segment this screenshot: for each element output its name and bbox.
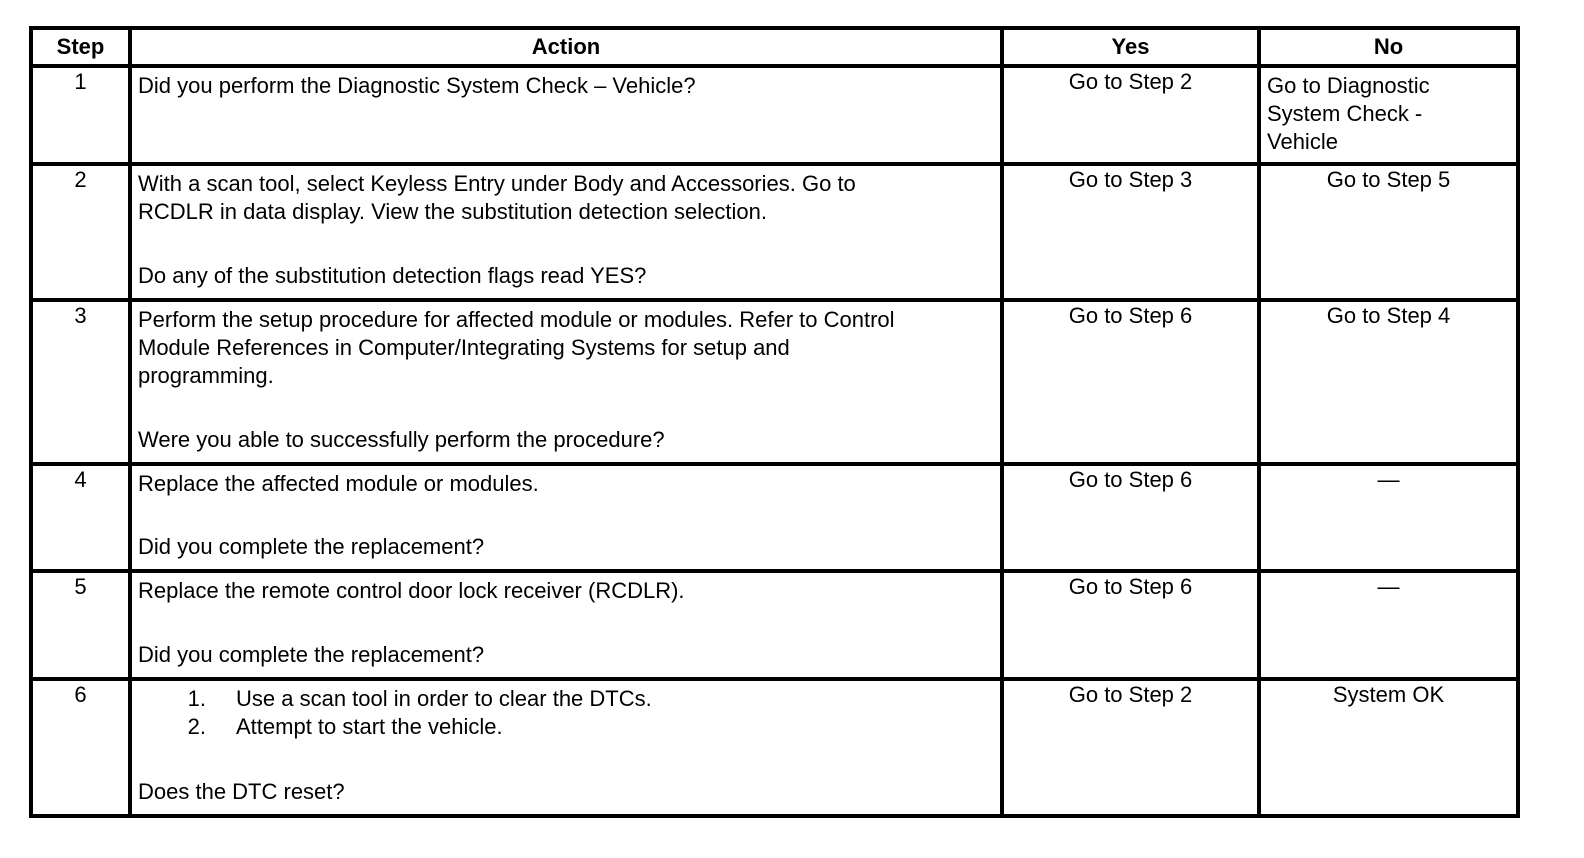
no-cell (1259, 571, 1518, 679)
header-row (31, 28, 1518, 66)
step-number: 2 (31, 164, 130, 300)
yes-value: Go to Step 6 (1068, 467, 1193, 492)
table-row (31, 679, 1518, 816)
table-row (31, 300, 1518, 464)
list-item-text: Use a scan tool in order to clear the DTCs. (236, 686, 652, 711)
step-number: 4 (31, 464, 130, 571)
header-no: No (1259, 28, 1518, 66)
no-value-line: Vehicle (1267, 129, 1338, 154)
no-value-line: System Check - (1267, 101, 1423, 126)
yes-cell (1002, 464, 1259, 571)
action-text: With a scan tool, select Keyless Entry under Body and Accessories. Go to (138, 171, 856, 196)
no-value: Go to Step 4 (1326, 303, 1451, 328)
header-step: Step (31, 28, 130, 66)
action-question: Does the DTC reset? (138, 779, 345, 804)
action-text: Did you perform the Diagnostic System Check – Vehicle? (138, 73, 696, 98)
step-number: 5 (31, 571, 130, 679)
action-question: Did you complete the replacement? (138, 642, 485, 667)
action-question: Did you complete the replacement? (138, 534, 485, 559)
action-cell (130, 571, 1002, 679)
table-row (31, 66, 1518, 164)
yes-value: Go to Step 3 (1068, 167, 1193, 192)
action-numbered-list (138, 685, 994, 741)
action-text: Perform the setup procedure for affected module or modules. Refer to Control (138, 307, 895, 332)
table-row (31, 464, 1518, 571)
table-row (31, 164, 1518, 300)
list-item-number: 2. (187, 714, 206, 739)
no-cell (1259, 66, 1518, 164)
no-cell (1259, 300, 1518, 464)
no-value: Go to Step 5 (1326, 167, 1451, 192)
no-value: System OK (1332, 682, 1445, 707)
action-cell (130, 464, 1002, 571)
no-cell (1259, 679, 1518, 816)
list-item (138, 713, 994, 741)
list-item-number: 1. (187, 686, 206, 711)
action-text: Replace the remote control door lock receiver (RCDLR). (138, 578, 685, 603)
header-yes: Yes (1002, 28, 1259, 66)
action-cell (130, 164, 1002, 300)
table-row (31, 571, 1518, 679)
action-question: Were you able to successfully perform the procedure? (138, 427, 665, 452)
yes-cell (1002, 300, 1259, 464)
no-dash: — (1377, 574, 1400, 599)
no-cell (1259, 164, 1518, 300)
yes-cell (1002, 66, 1259, 164)
action-text: RCDLR in data display. View the substitution detection selection. (138, 199, 767, 224)
yes-value: Go to Step 6 (1068, 574, 1193, 599)
action-question: Do any of the substitution detection flags read YES? (138, 263, 647, 288)
yes-cell (1002, 679, 1259, 816)
yes-value: Go to Step 2 (1068, 682, 1193, 707)
action-text: Replace the affected module or modules. (138, 471, 539, 496)
yes-cell (1002, 164, 1259, 300)
yes-cell (1002, 571, 1259, 679)
step-number: 3 (31, 300, 130, 464)
yes-value: Go to Step 6 (1068, 303, 1193, 328)
step-number: 1 (31, 66, 130, 164)
diagnostic-table (29, 26, 1520, 818)
step-number: 6 (31, 679, 130, 816)
action-cell (130, 679, 1002, 816)
no-dash: — (1377, 467, 1400, 492)
list-item (138, 685, 994, 713)
no-cell (1259, 464, 1518, 571)
yes-value: Go to Step 2 (1068, 69, 1193, 94)
list-item-text: Attempt to start the vehicle. (236, 714, 503, 739)
header-action: Action (130, 28, 1002, 66)
action-cell (130, 300, 1002, 464)
action-text: Module References in Computer/Integrating Systems for setup and (138, 335, 790, 360)
action-cell (130, 66, 1002, 164)
no-value-line: Go to Diagnostic (1267, 73, 1430, 98)
action-text: programming. (138, 363, 274, 388)
